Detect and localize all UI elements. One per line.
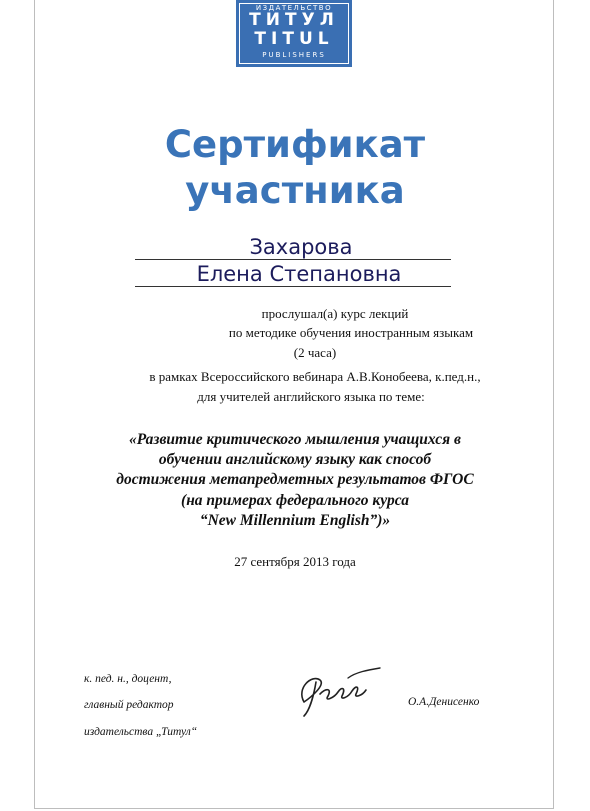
course-line-1: прослушал(а) курс лекций (261, 306, 409, 321)
webinar-line: в рамках Всероссийского вебинара А.В.Конобеева, к.пед.н., (149, 369, 481, 384)
audience-line: для учителей английского языка по теме: (197, 389, 425, 404)
topic-line-3: достижения метапредметных результатов ФГОС (116, 471, 474, 488)
topic-line-1: «Развитие критического мышления учащихся в (129, 431, 461, 448)
logo-text-publishing: ИЗДАТЕЛЬСТВО (255, 4, 333, 12)
topic-line-4: (на примерах федерального курса (181, 492, 409, 509)
logo-text-titul-cyrillic: ТИТУЛ (249, 10, 339, 30)
topic-line-5: “New Millennium English”)» (199, 512, 391, 529)
certificate-title: Сертификат (164, 123, 426, 166)
logo-text-publishers: PUBLISHERS (262, 51, 326, 59)
signatory-position: главный редактор (84, 699, 174, 711)
given-names-underline (135, 286, 451, 287)
signatory-organization: издательства „Титул“ (84, 726, 198, 738)
logo-text-titul-latin: TITUL (254, 29, 334, 49)
surname-underline (135, 259, 451, 260)
participant-surname: Захарова (249, 235, 353, 259)
topic-line-2: обучении английскому языку как способ (158, 451, 432, 468)
signatory-degree: к. пед. н., доцент, (84, 673, 172, 685)
certificate-subtitle: участника (185, 169, 405, 212)
signatory-name: О.А.Денисенко (408, 696, 480, 708)
certificate-date: 27 сентября 2013 года (234, 554, 356, 569)
handwritten-signature (290, 658, 390, 718)
course-line-2: по методике обучения иностранным языкам (228, 325, 474, 340)
participant-given-names: Елена Степановна (196, 262, 402, 286)
course-hours: (2 часа) (293, 345, 337, 360)
publisher-logo (236, 0, 352, 67)
